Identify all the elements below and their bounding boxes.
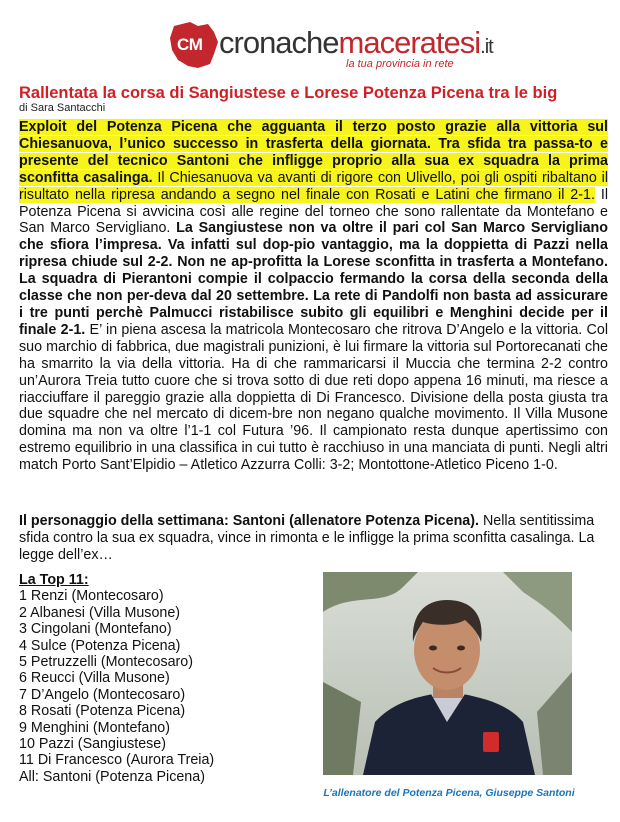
spotlight-lead: Il personaggio della settimana: Santoni (allenatore Potenza Picena). <box>19 513 479 529</box>
spotlight-text: Nella sentitissima sfida contro la sua ex squadra, vince in rimonta e le infligge la prima sconfitta casalinga. La legge dell’ex… <box>19 513 595 563</box>
list-item: 4 Sulce (Potenza Picena) <box>19 637 181 654</box>
list-item: 2 Albanesi (Villa Musone) <box>19 604 181 621</box>
list-item: 6 Reucci (Villa Musone) <box>19 670 170 687</box>
list-item: 11 Di Francesco (Aurora Treia) <box>19 752 215 769</box>
article-text-1: Il Potenza Picena si avvicina così alle regine del torneo che sono rallentate da Montefano e San Marco Servigliano. <box>19 186 609 237</box>
list-item: 3 Cingolani (Montefano) <box>19 621 172 638</box>
article-text-2: E’ in piena ascesa la matricola Montecosaro che ritrova D’Angelo e la vittoria. Col suo marchio di fabbrica, due magistrali punizioni, è lui firmare la vittoria sul Portorecanati che ha smarrito la via della vittoria. Ha di che rammaricarsi il Muccia che termina 2-2 contro un’Aurora Treia tutto cuore che si trova sotto di due reti dopo appena 16 minuti, ma riesce a riacciuffare il pareggio grazie alla doppietta di Di Francesco. Divisione della posta giusta tra due squadre che nel mercato di dicem-bre non negano qualche movimento. Il Villa Musone domina ma non va oltre l’1-1 col Futura ’96. Il campionato resta dunque apertissimo con estremo equilibrio in una classifica in cui tutto è racchiuso in una manciata di punti. Negli altri match Porto Sant’Elpidio – Atletico Azzurra Colli: 3-2; Montottone-Atletico Piceno 1-0. <box>19 321 608 474</box>
coach-photo <box>323 572 572 775</box>
article-bold-1: Exploit del Potenza Picena che agguanta il terzo posto grazie alla vittoria sul Chiesanuova, l’unico successo in trasferta della giornata. Tra sfida tra passa-to e presente del tecnico Santoni che infligge proprio alla sua ex squadra la prima sconfitta casalinga. <box>19 119 608 186</box>
list-item: 1 Renzi (Montecosaro) <box>19 588 164 605</box>
list-item: 9 Menghini (Montefano) <box>19 719 170 736</box>
article-body <box>19 119 608 474</box>
article-highlight-text: Il Chiesanuova va avanti di rigore con Ulivello, poi gli ospiti ribaltano il risultato nella ripresa andando a segno nel finale con Rosati e Latini che firmano il 2-1. <box>19 169 609 203</box>
article-bold-2: La Sangiustese non va oltre il pari col San Marco Servigliano che sfiora l’impresa. Va infatti sul dop-pio vantaggio, ma la doppietta di Pazzi nella ripresa chiude sul 2-2. Non ne ap-profitta la Lorese sconfitta in trasferta a Montefano. La squadra di Pierantoni compie il colpaccio fermando la corsa della seconda della classe che non per-deva dal 20 settembre. La rete di Pandolfi non basta ad assicurare i tre punti perchè Palmucci ristabilisce subito gli equilibri e Menghini decide per il finale 2-1. <box>19 220 608 338</box>
list-item: 10 Pazzi (Sangiustese) <box>19 736 167 753</box>
logo-tagline: la tua provincia in rete <box>346 58 454 70</box>
list-item: All: Santoni (Potenza Picena) <box>19 768 205 785</box>
photo-caption: L’allenatore del Potenza Picena, Giuseppe Santoni <box>323 787 575 799</box>
list-item: 5 Petruzzelli (Montecosaro) <box>19 654 194 671</box>
coach-portrait-illustration <box>323 572 572 775</box>
logo-word-part3: .it <box>480 36 493 58</box>
site-logo[interactable] <box>168 20 508 72</box>
logo-word-part2: maceratesi <box>338 25 481 60</box>
list-item: 8 Rosati (Potenza Picena) <box>19 703 186 720</box>
top11-title: La Top 11: <box>19 572 89 588</box>
top11-list <box>19 572 289 785</box>
player-of-week <box>19 513 608 564</box>
article-headline: Rallentata la corsa di Sangiustese e Lorese Potenza Picena tra le big <box>19 84 558 102</box>
list-item: 7 D’Angelo (Montecosaro) <box>19 686 186 703</box>
article-byline: di Sara Santacchi <box>19 102 106 114</box>
highlighted-lead <box>19 119 608 203</box>
logo-word-part1: cronache <box>219 25 339 60</box>
logo-badge-text: CM <box>177 35 203 54</box>
